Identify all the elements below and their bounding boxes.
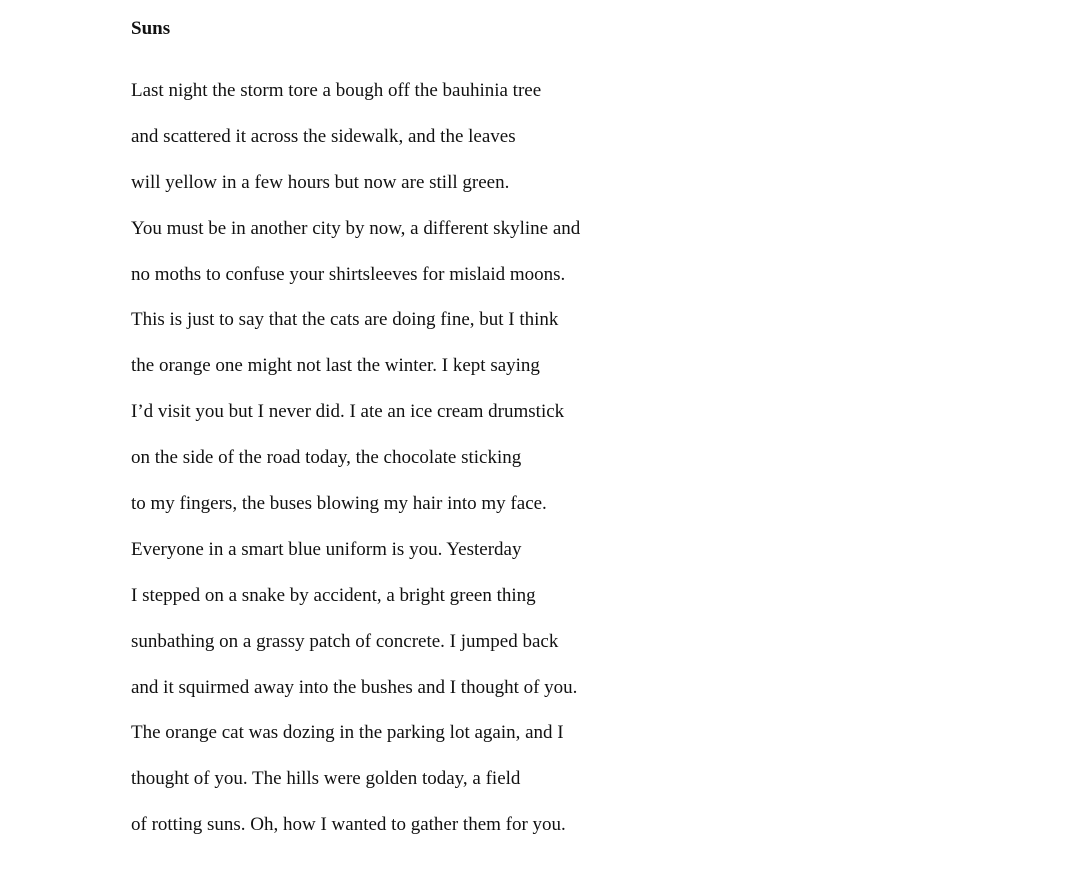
poem-line: of rotting suns. Oh, how I wanted to gather them for you. <box>131 814 566 836</box>
poem-line: The orange cat was dozing in the parking lot again, and I <box>131 722 564 744</box>
poem-line: no moths to confuse your shirtsleeves for mislaid moons. <box>131 263 566 285</box>
poem-line: will yellow in a few hours but now are still green. <box>131 171 510 193</box>
poem-body <box>131 79 580 859</box>
poem-line: Everyone in a smart blue uniform is you. Yesterday <box>131 538 522 560</box>
poem-line: Last night the storm tore a bough off the bauhinia tree <box>131 80 542 101</box>
poem-line: I stepped on a snake by accident, a bright green thing <box>131 584 536 606</box>
poem-line: and scattered it across the sidewalk, and the leaves <box>131 125 516 147</box>
poem-line: sunbathing on a grassy patch of concrete. I jumped back <box>131 630 559 652</box>
poem-title: Suns <box>131 18 171 39</box>
poem-line: to my fingers, the buses blowing my hair into my face. <box>131 493 547 515</box>
poem-line: This is just to say that the cats are doing fine, but I think <box>131 309 559 331</box>
poem-line: You must be in another city by now, a different skyline and <box>131 217 581 239</box>
poem-line: on the side of the road today, the chocolate sticking <box>131 447 522 469</box>
poem-line: I’d visit you but I never did. I ate an ice cream drumstick <box>131 401 565 423</box>
poem-line: and it squirmed away into the bushes and I thought of you. <box>131 676 578 698</box>
poem-line: thought of you. The hills were golden today, a field <box>131 768 521 790</box>
poem-line: the orange one might not last the winter. I kept saying <box>131 355 540 377</box>
